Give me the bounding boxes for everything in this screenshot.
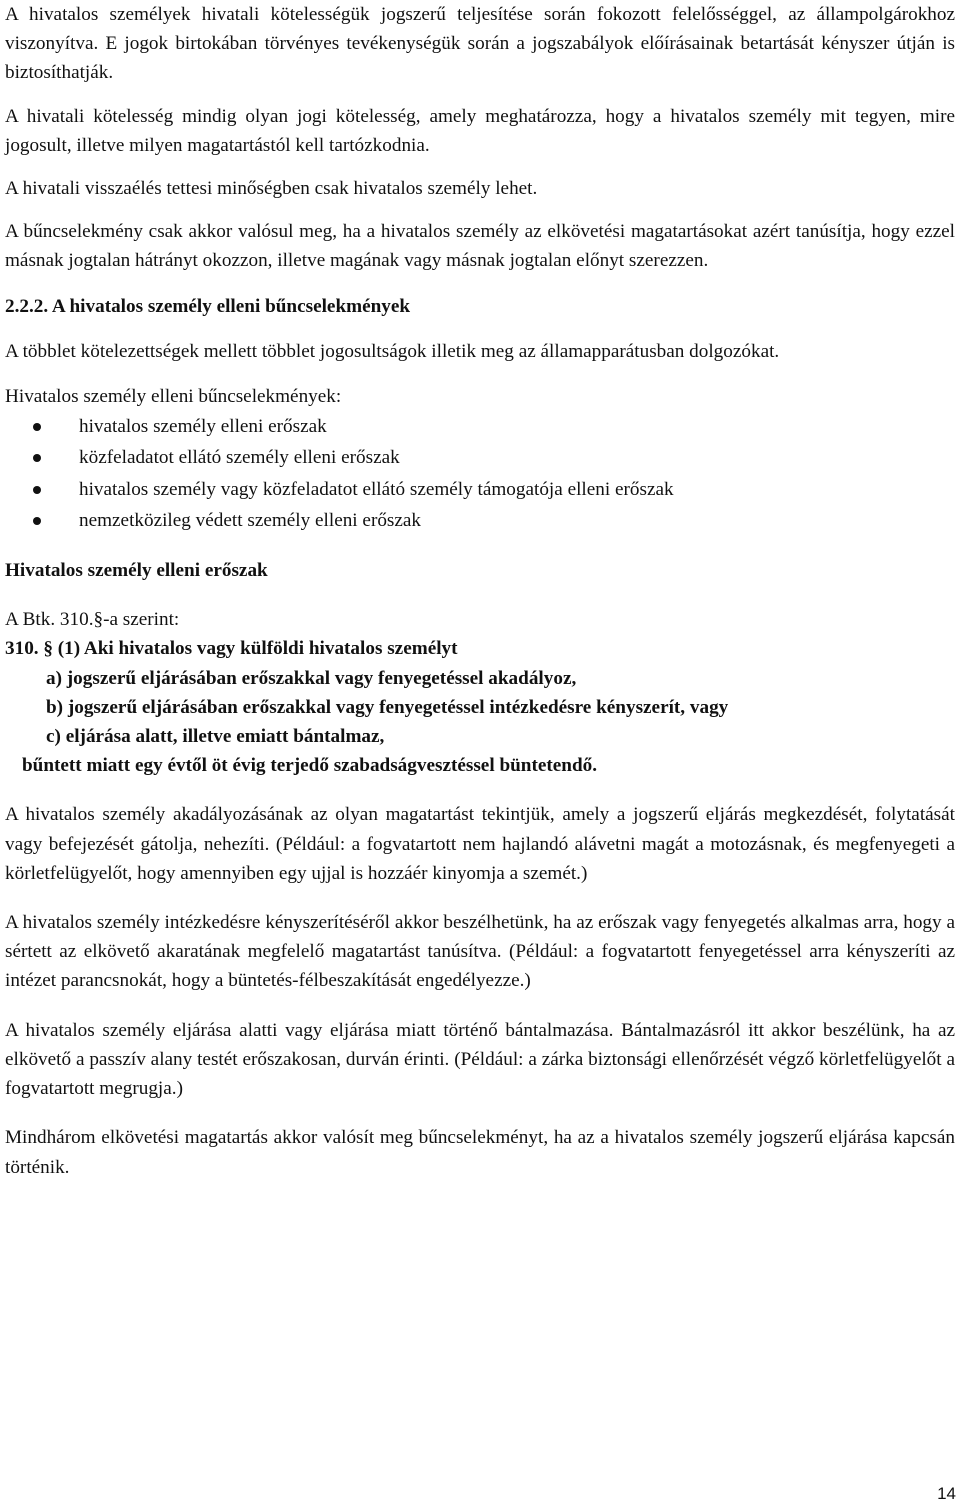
paragraph-official-duties: A hivatalos személyek hivatali kötelességük jogszerű teljesítése során fokozott felelősséggel, az állampolgárokhoz viszonyítva. E jogok birtokában törvényes tevékenységük során a jogszabályok előírásainak betartását kényszer útján is biztosíthatják. xyxy=(5,4,955,84)
paragraph-obstruction: A hivatalos személy akadályozásának az olyan magatartást tekintjük, amely a jogszerű eljárás megkezdését, folytatását vagy befejezését gátolja, nehezíti. (Például: a fogvatartott nem hajlandó alávetni magát a motozásnak, és megfenyegeti a körletfelügyelőt, hogy amennyiben egy ujjal is hozzáér kinyomja a szemét.) xyxy=(5,804,955,884)
paragraph-crime-condition: A bűncselekmény csak akkor valósul meg, ha a hivatalos személy az elkövetési magatartásokat azért tanúsítja, hogy ezzel másnak jogtalan hátrányt okozzon, illetve magának vagy másnak jogtalan előnyt szerezzen. xyxy=(5,221,955,272)
crime-list xyxy=(5,411,955,536)
page-number: 14 xyxy=(937,1484,956,1503)
paragraph-official-obligation: A hivatali kötelesség mindig olyan jogi kötelesség, amely meghatározza, hogy a hivatalos személy mit tegyen, mire jogosult, illetve milyen magatartástól kell tartózkodnia. xyxy=(5,105,955,156)
list-item: közfeladatot ellátó személy elleni erőszak xyxy=(5,442,955,473)
law-text xyxy=(5,634,955,780)
paragraph-coercion: A hivatalos személy intézkedésre kényszerítéséről akkor beszélhetünk, ha az erőszak vagy fenyegetés alkalmas arra, hogy a sértett az elkövető akaratának megfelelő magatartást tanúsítva. (Például: a fogvatartott fenyegetéssel arra kényszeríti az intézet parancsnokát, hogy a büntetés-félbeszakítását engedélyezze.) xyxy=(5,912,955,992)
list-item: hivatalos személy elleni erőszak xyxy=(5,411,955,442)
document-page xyxy=(5,0,955,1182)
law-line: 310. § (1) Aki hivatalos vagy külföldi hivatalos személyt xyxy=(5,638,458,660)
law-line: c) eljárása alatt, illetve emiatt bántalmaz, xyxy=(46,726,385,748)
law-line: bűntett miatt egy évtől öt évig terjedő szabadságvesztéssel büntetendő. xyxy=(22,755,598,777)
bullet-icon xyxy=(33,517,41,525)
law-line: b) jogszerű eljárásában erőszakkal vagy fenyegetéssel intézkedésre kényszerít, vagy xyxy=(46,696,729,718)
bullet-icon xyxy=(33,454,41,462)
btk-reference: A Btk. 310.§-a szerint: xyxy=(5,609,180,631)
paragraph-assault: A hivatalos személy eljárása alatti vagy eljárása miatt történő bántalmazása. Bántalmazásról itt akkor beszélünk, ha az elkövető a passzív alany testét erőszakosan, durván érinti. (Például: a zárka biztonsági ellenőrzését végző körletfelügyelőt a fogvatartott megrugja.) xyxy=(5,1019,955,1100)
list-intro: Hivatalos személy elleni bűncselekmények: xyxy=(5,386,342,408)
bullet-icon xyxy=(33,423,41,431)
bullet-icon xyxy=(33,486,41,494)
list-item: hivatalos személy vagy közfeladatot ellátó személy támogatója elleni erőszak xyxy=(5,474,955,505)
paragraph-conclusion: Mindhárom elkövetési magatartás akkor valósít meg bűncselekményt, ha az a hivatalos személy jogszerű eljárása kapcsán történik. xyxy=(5,1127,955,1178)
subheading: Hivatalos személy elleni erőszak xyxy=(5,560,268,582)
list-item: nemzetközileg védett személy elleni erőszak xyxy=(5,505,955,536)
paragraph-abuse-perpetrator: A hivatali visszaélés tettesi minőségben csak hivatalos személy lehet. xyxy=(5,178,538,200)
paragraph-extra-rights: A többlet kötelezettségek mellett többlet jogosultságok illetik meg az államapparátusban dolgozókat. xyxy=(5,340,780,362)
section-heading: 2.2.2. A hivatalos személy elleni bűncselekmények xyxy=(5,295,411,317)
law-line: a) jogszerű eljárásában erőszakkal vagy fenyegetéssel akadályoz, xyxy=(46,667,577,689)
